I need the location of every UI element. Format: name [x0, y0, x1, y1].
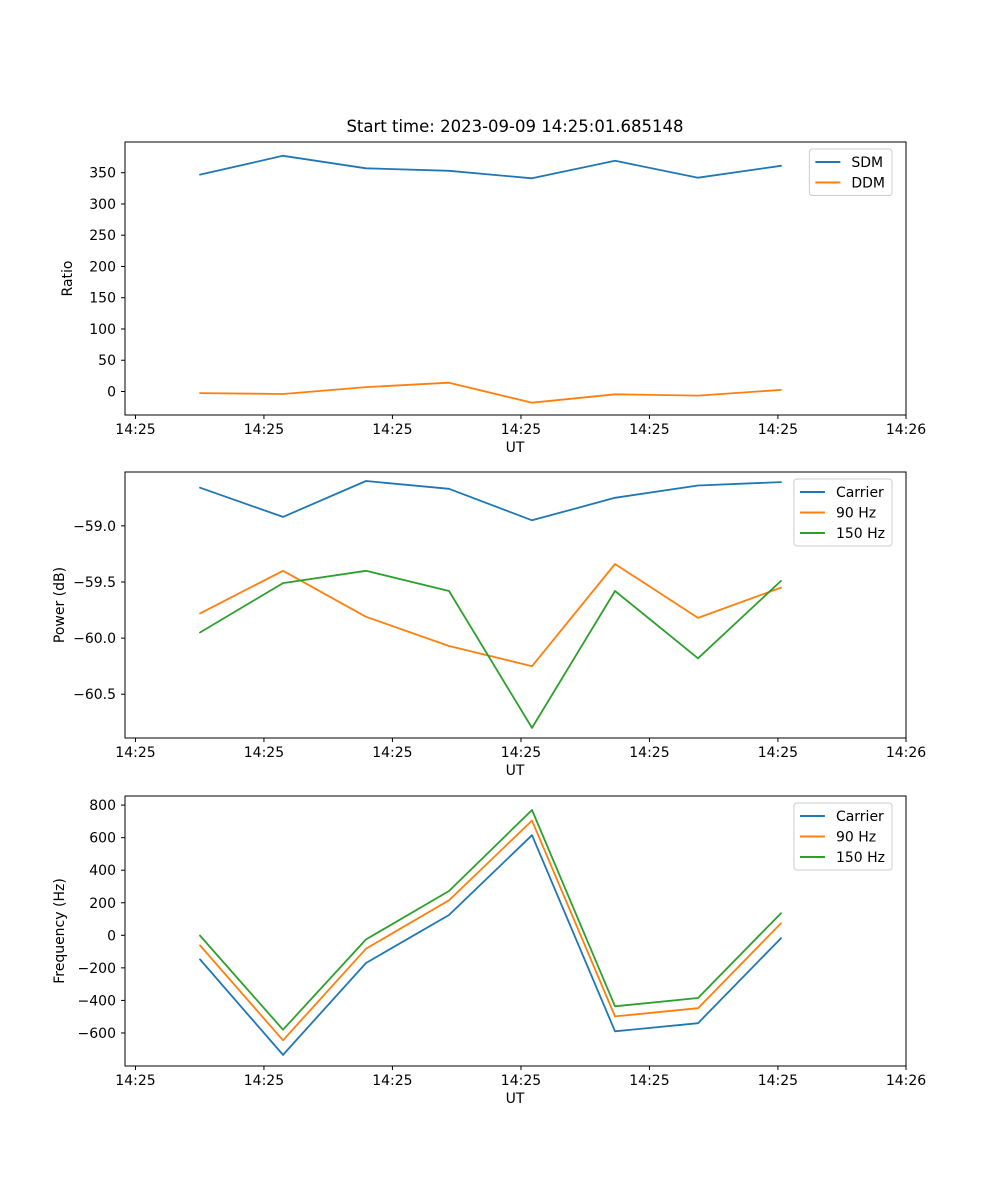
plot2-x-tick-label: 14:25 [372, 745, 413, 761]
plot2-legend-label: 150 Hz [835, 526, 885, 542]
plot2-y-tick-label: −59.0 [73, 518, 116, 535]
plot2-x-tick-label: 14:25 [629, 745, 670, 761]
plot1-x-tick-label: 14:26 [885, 422, 927, 438]
plot1-series-line-sdm [200, 156, 781, 179]
plot2-spines [125, 472, 906, 738]
plot2-x-tick-label: 14:25 [757, 745, 799, 761]
plot3-y-axis-label: Frequency (Hz) [52, 878, 68, 984]
plot2-legend-label: 90 Hz [835, 505, 877, 522]
plot1-spines [125, 142, 906, 415]
plot1-y-tick-label: 100 [89, 321, 116, 338]
plot3-legend-label: 90 Hz [835, 829, 877, 846]
plot1-legend-label: SDM [851, 155, 884, 171]
plot3-y-tick-label: −600 [77, 1025, 116, 1042]
plot3-y-tick-label: −400 [77, 993, 116, 1010]
plot3-y-tick-label: 600 [89, 830, 116, 847]
plot2-y-tick-label: −59.5 [73, 574, 116, 591]
plot1-y-tick-label: 250 [89, 228, 116, 245]
plot1-series-line-ddm [200, 383, 781, 403]
plot3-y-tick-label: −200 [77, 960, 116, 977]
plot1-x-tick-label: 14:25 [243, 422, 285, 438]
plot3-series-line-carrier [200, 835, 781, 1055]
plot2-x-tick-label: 14:25 [243, 745, 285, 761]
plot3-x-tick-label: 14:25 [500, 1073, 542, 1089]
plot1-x-tick-label: 14:25 [372, 422, 413, 438]
plot2-y-axis-label: Power (dB) [52, 566, 68, 644]
plot3-y-tick-label: 400 [89, 863, 116, 880]
plot1-y-tick-label: 50 [98, 353, 116, 370]
plot3-series-line-150-hz [200, 810, 781, 1030]
plot3-y-tick-label: 800 [89, 798, 116, 815]
plot3-x-tick-label: 14:25 [372, 1073, 413, 1089]
plot1-y-tick-label: 0 [107, 384, 116, 401]
plot2-legend-label: Carrier [835, 485, 884, 501]
plot1-legend-label: DDM [851, 175, 885, 192]
plot2-x-axis-label: UT [505, 763, 525, 779]
plot1-y-axis-label: Ratio [60, 260, 76, 297]
plot3-series-line-90-hz [200, 821, 781, 1041]
plot3-x-tick-label: 14:25 [243, 1073, 285, 1089]
plot1-y-tick-label: 200 [89, 259, 116, 276]
plot2-series-line-90-hz [200, 564, 781, 666]
plot1-x-tick-label: 14:25 [757, 422, 799, 438]
plot3-x-tick-label: 14:26 [885, 1073, 927, 1089]
plot1-x-tick-label: 14:25 [115, 422, 156, 438]
plot1-x-tick-label: 14:25 [500, 422, 542, 438]
plot3-x-tick-label: 14:25 [757, 1073, 799, 1089]
plot1-title: Start time: 2023-09-09 14:25:01.685148 [346, 117, 684, 136]
plot2-series-line-150-hz [200, 571, 781, 728]
plot1-y-tick-label: 350 [89, 165, 116, 182]
plot3-x-tick-label: 14:25 [629, 1073, 670, 1089]
plot3-x-axis-label: UT [505, 1091, 525, 1107]
plot3-legend-label: 150 Hz [835, 850, 885, 866]
plot2-x-tick-label: 14:25 [115, 745, 156, 761]
plots-group [73, 142, 926, 1089]
plot3-legend-label: Carrier [835, 809, 884, 825]
plot2-x-tick-label: 14:26 [885, 745, 927, 761]
plot2-x-tick-label: 14:25 [500, 745, 542, 761]
plot3-y-tick-label: 200 [89, 895, 116, 912]
plot1-y-tick-label: 150 [89, 290, 116, 307]
plot2-series-line-carrier [200, 481, 781, 520]
plot3-y-tick-label: 0 [107, 928, 116, 945]
plot1-y-tick-label: 300 [89, 196, 116, 213]
plot2-y-tick-label: −60.5 [73, 687, 116, 704]
plot1-x-axis-label: UT [505, 440, 525, 456]
plot1-x-tick-label: 14:25 [629, 422, 670, 438]
plot3-x-tick-label: 14:25 [115, 1073, 156, 1089]
plot2-y-tick-label: −60.0 [73, 631, 116, 648]
